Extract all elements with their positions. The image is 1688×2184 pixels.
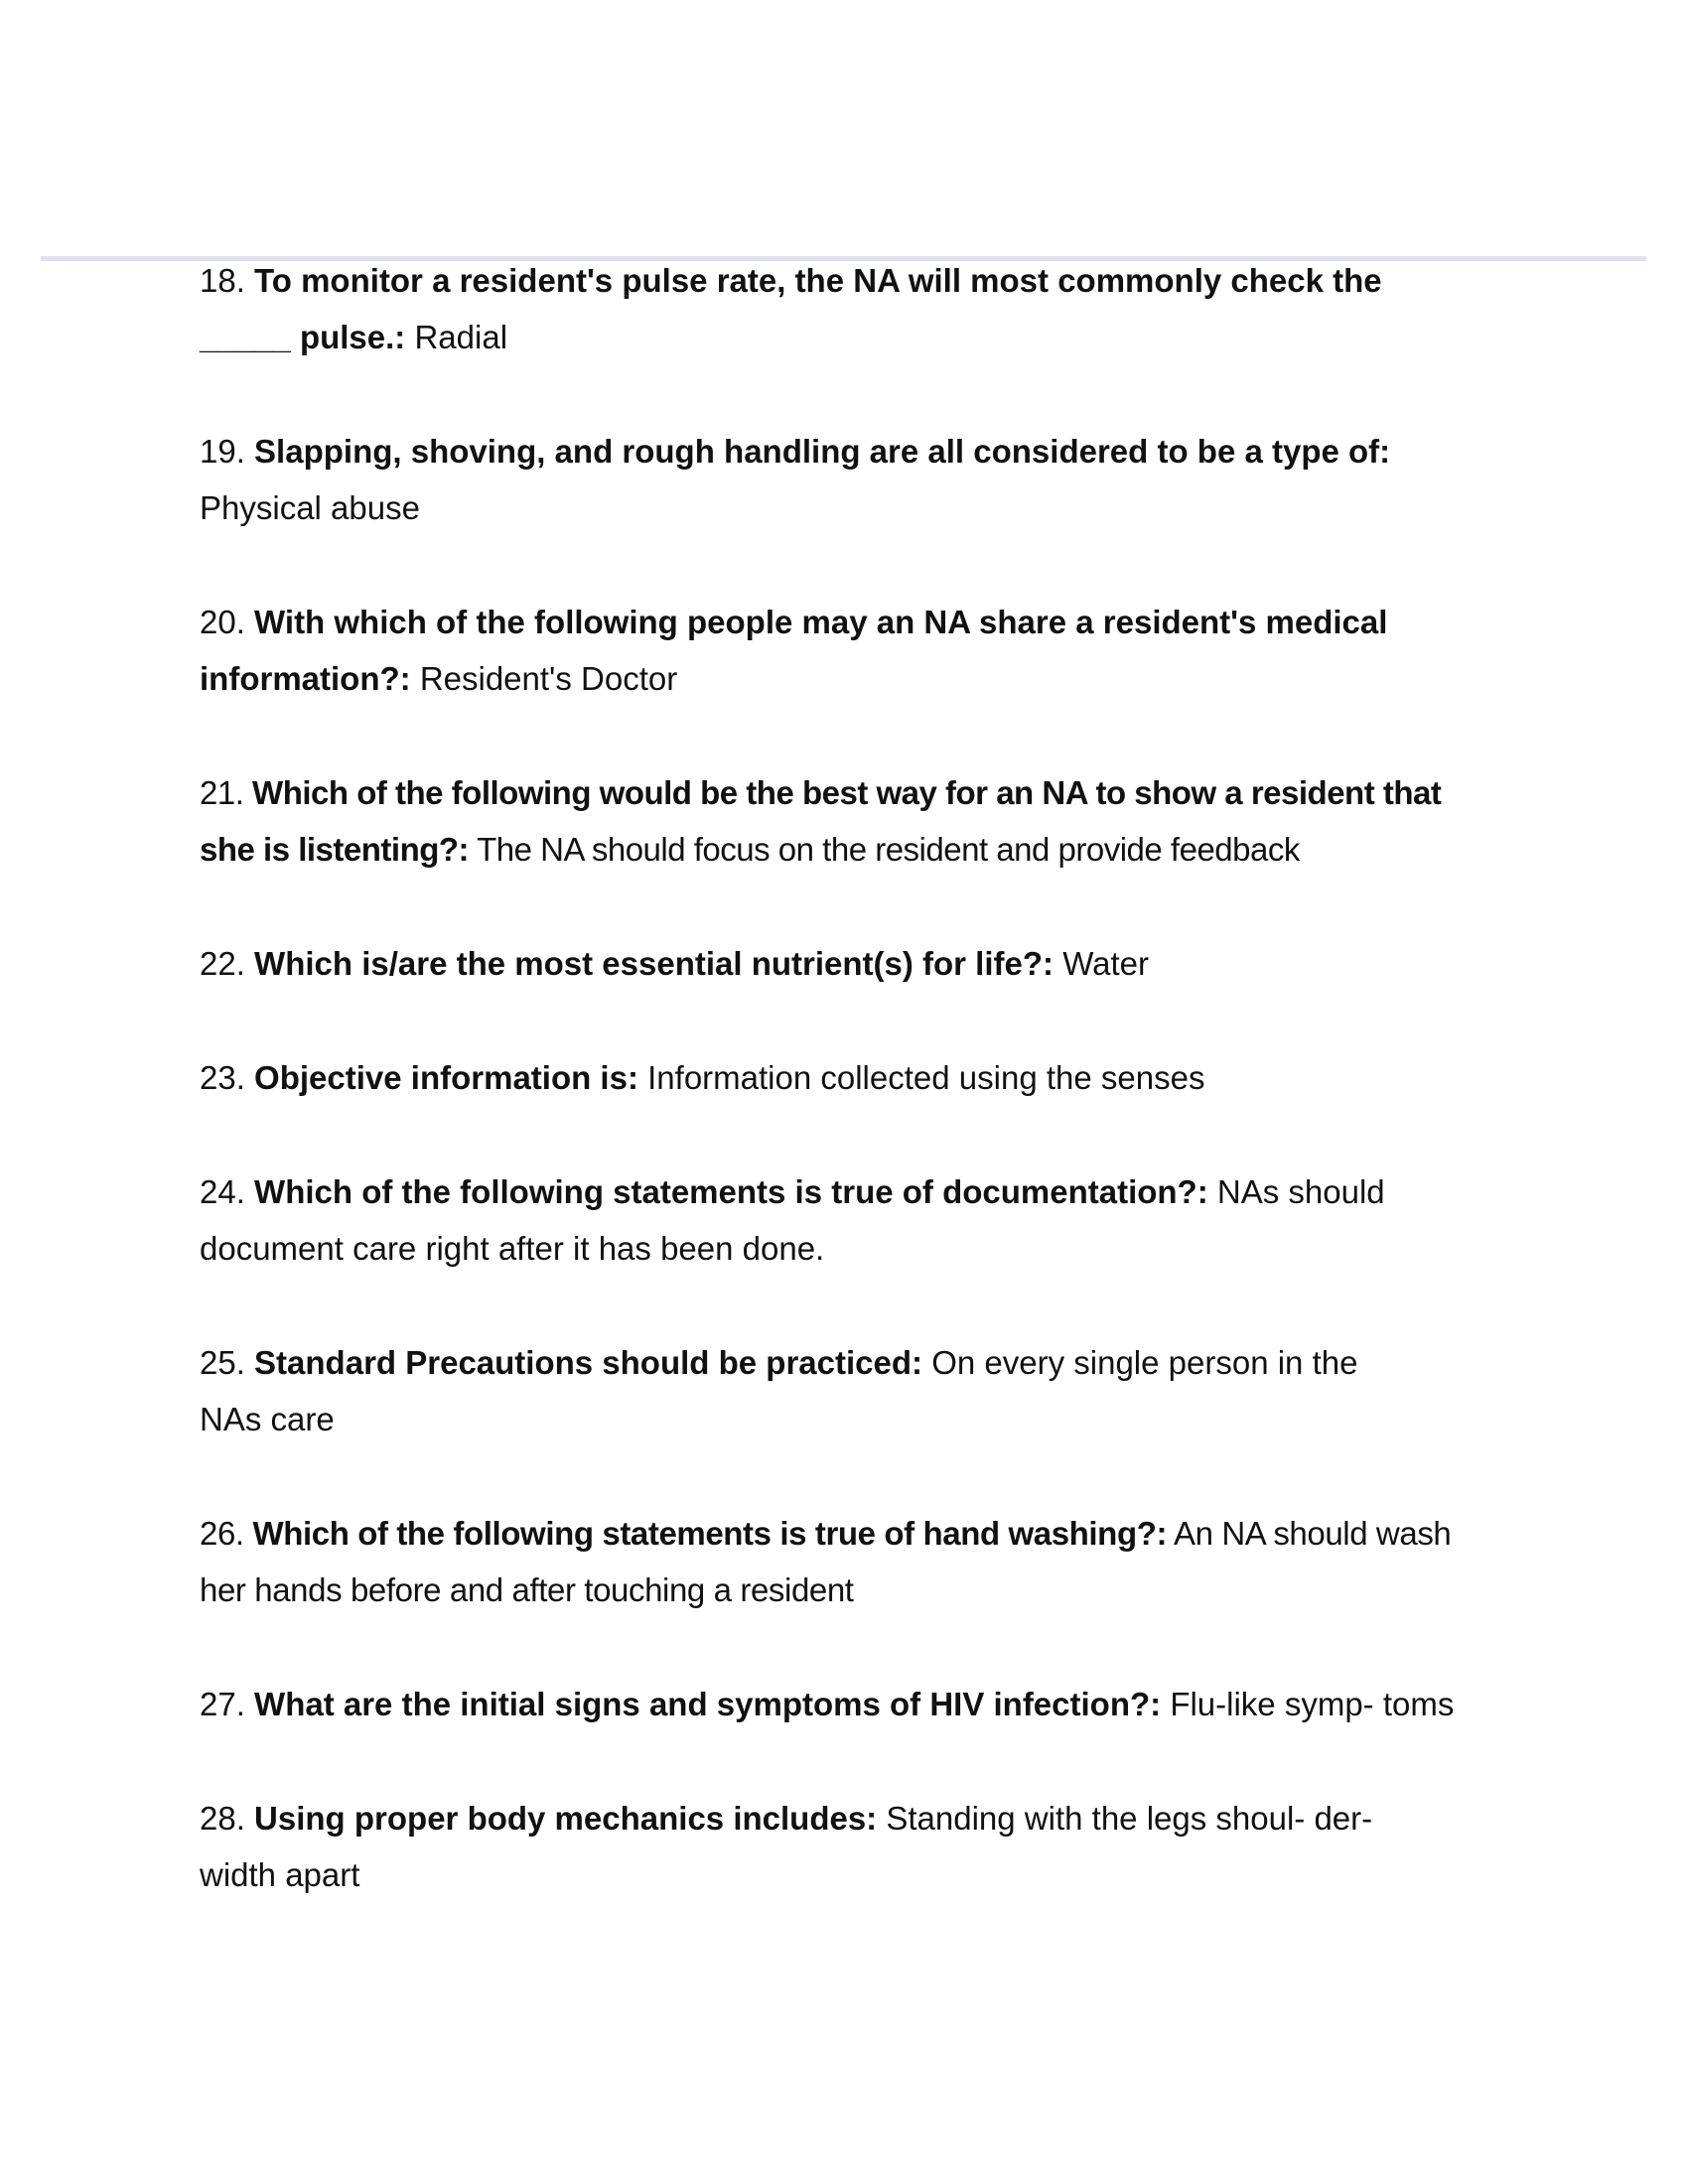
question-number: 22. <box>200 945 245 982</box>
question-number: 26. <box>200 1515 244 1552</box>
question-text: With which of the following people may an NA share a resident's medical information?: <box>200 604 1388 697</box>
answer-text: Information collected using the senses <box>647 1059 1205 1096</box>
question-text: Slapping, shoving, and rough handling are all considered to be a type of: <box>254 433 1391 470</box>
question-list <box>200 252 1490 1961</box>
question-number: 23. <box>200 1059 245 1096</box>
question-number: 21. <box>200 774 244 811</box>
question-text: Objective information is: <box>254 1059 638 1096</box>
question-item-28 <box>200 1790 1391 1903</box>
answer-text: Physical abuse <box>200 489 420 526</box>
question-item-20 <box>200 594 1490 707</box>
question-item-25 <box>200 1334 1391 1447</box>
question-item-26 <box>200 1505 1490 1618</box>
question-blank: _____ <box>200 319 291 355</box>
question-number: 24. <box>200 1173 245 1210</box>
answer-text: The NA should focus on the resident and provide feedback <box>477 831 1300 868</box>
answer-text: On every single person in the NAs care <box>200 1344 1358 1437</box>
question-item-19 <box>200 423 1490 536</box>
answer-text: Resident's Doctor <box>419 660 678 697</box>
question-number: 20. <box>200 604 245 640</box>
answer-text: Flu-like symp- toms <box>1170 1686 1455 1722</box>
question-number: 19. <box>200 433 245 470</box>
question-item-22 <box>200 935 1490 992</box>
question-item-27 <box>200 1676 1490 1732</box>
answer-text: Water <box>1062 945 1149 982</box>
question-item-21 <box>200 764 1490 878</box>
question-text: Using proper body mechanics includes: <box>254 1800 878 1837</box>
question-text: Standard Precautions should be practiced: <box>254 1344 923 1381</box>
question-text-end: pulse.: <box>299 319 406 355</box>
question-text: What are the initial signs and symptoms of HIV infection?: <box>254 1686 1162 1722</box>
question-text: Which of the following would be the best way for an NA to show a resident that she is listenting?: <box>200 774 1442 868</box>
answer-text: An NA should wash her hands before and after touching a resident <box>200 1515 1452 1608</box>
question-text: Which of the following statements is true of hand washing?: <box>252 1515 1168 1552</box>
answer-text: Standing with the legs shoul- der-width apart <box>200 1800 1373 1893</box>
question-number: 25. <box>200 1344 245 1381</box>
question-item-24 <box>200 1163 1490 1277</box>
answer-text: NAs should document care right after it has been done. <box>200 1173 1385 1267</box>
question-item-18 <box>200 252 1490 365</box>
question-text: To monitor a resident's pulse rate, the NA will most commonly check the <box>254 262 1382 299</box>
question-number: 18. <box>200 262 245 299</box>
question-number: 28. <box>200 1800 245 1837</box>
question-number: 27. <box>200 1686 245 1722</box>
question-text: Which is/are the most essential nutrient(s) for life?: <box>254 945 1055 982</box>
question-item-23 <box>200 1049 1490 1106</box>
answer-text: Radial <box>414 319 508 355</box>
question-text: Which of the following statements is true of documentation?: <box>254 1173 1208 1210</box>
